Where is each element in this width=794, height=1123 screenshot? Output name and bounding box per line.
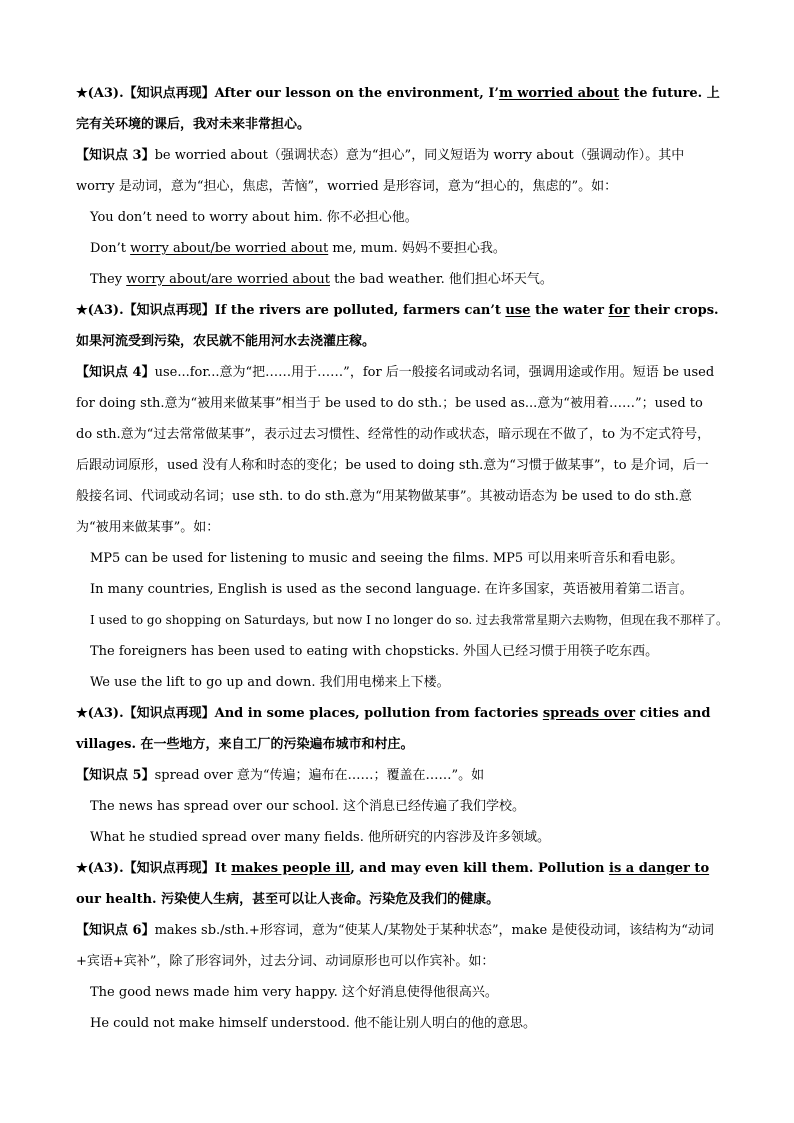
recap-text: ★(A3).【知识点再现】And in some places, pollution from factories	[76, 706, 543, 721]
recap-text: our health. 污染使人生病，甚至可以让人丧命。污染危及我们的健康。	[76, 892, 500, 907]
recap-paragraph	[76, 295, 721, 357]
knowledge-point-text: use...for...意为“把……用于……”，for 后一般接名词或动名词，强调用途或作用。短语 be used for doing sth.意为“被用来做某事”相当于 be used to do sth.；be used as...意为“被用着……”；used to do sth.意为“过去常常做某事”，表示过去习惯性、经常性的动作或状态，暗示现在不做了，to 为不定式符号，后跟动词原形，used 没有人称和时态的变化；be used to doing sth.意为“习惯于做某事”，to 是介词，后一般接名词、代词或动名词；use sth. to do sth.意为“用某物做某事”。其被动语态为 be used to do sth.意为“被用来做某事”。如：	[76, 365, 715, 535]
recap-text: the future. 上完有关环境的课后，我对未来非常担心。	[76, 86, 720, 132]
example-text: The news has spread over our school. 这个消息已经传遍了我们学校。	[90, 799, 526, 814]
example-text: Don’t	[90, 241, 131, 256]
example-sentence	[76, 1008, 721, 1039]
underlined-phrase: is a danger to	[609, 861, 710, 876]
underlined-phrase: makes people ill	[231, 861, 351, 876]
example-sentence	[76, 667, 721, 698]
knowledge-point-label: 【知识点 3】	[76, 148, 155, 163]
example-text: I used to go shopping on Saturdays, but now I no longer do so. 过去我常常星期六去购物，但现在我不那样了。	[90, 613, 729, 627]
recap-text: , and may even kill them. Pollution	[350, 861, 609, 876]
underlined-phrase: worry about/be worried about	[130, 241, 329, 256]
underlined-phrase: worry about/are worried about	[126, 272, 330, 287]
knowledge-point-label: 【知识点 6】	[76, 923, 155, 938]
example-text: The foreigners has been used to eating with chopsticks. 外国人已经习惯于用筷子吃东西。	[90, 644, 659, 659]
knowledge-point	[76, 140, 721, 202]
recap-text: ★(A3).【知识点再现】It	[76, 861, 232, 876]
example-sentence	[76, 233, 721, 264]
recap-paragraph	[76, 853, 721, 915]
example-sentence	[76, 605, 729, 636]
example-sentence	[76, 822, 721, 853]
example-text: In many countries, English is used as the second language. 在许多国家，英语被用着第二语言。	[90, 582, 693, 597]
recap-text: the water	[530, 303, 609, 318]
knowledge-point	[76, 760, 721, 791]
example-text: the bad weather. 他们担心坏天气。	[329, 272, 553, 287]
example-sentence	[76, 574, 721, 605]
example-sentence	[76, 264, 721, 295]
recap-paragraph	[76, 78, 721, 140]
recap-text: their crops. 如果河流受到污染，农民就不能用河水去浇灌庄稼。	[76, 303, 719, 349]
recap-text: ★(A3).【知识点再现】If the rivers are polluted, farmers can’t	[76, 303, 506, 318]
knowledge-point-text: be worried about（强调状态）意为“担心”，同义短语为 worry about（强调动作）。其中 worry 是动词，意为“担心，焦虑，苦恼”，worried 是形容词，意为“担心的，焦虑的”。如：	[76, 148, 685, 194]
knowledge-point-text: makes sb./sth.+形容词，意为“使某人/某物处于某种状态”，make 是使役动词，该结构为“动词+宾语+宾补”，除了形容词外，过去分词、动词原形也可以作宾补。如：	[76, 923, 714, 969]
example-text: We use the lift to go up and down. 我们用电梯来上下楼。	[90, 675, 450, 690]
knowledge-point-text: spread over 意为“传遍；遍布在……；覆盖在……”。如	[154, 768, 485, 783]
example-text: me, mum. 妈妈不要担心我。	[328, 241, 506, 256]
underlined-phrase: for	[608, 303, 630, 318]
example-text: MP5 can be used for listening to music and seeing the films. MP5 可以用来听音乐和看电影。	[90, 551, 684, 566]
example-text: You don’t need to worry about him. 你不必担心他。	[90, 210, 418, 225]
example-text: The good news made him very happy. 这个好消息使得他很高兴。	[90, 985, 498, 1000]
example-sentence	[76, 202, 721, 233]
example-sentence	[76, 543, 721, 574]
knowledge-point-label: 【知识点 4】	[76, 365, 155, 380]
knowledge-point-label: 【知识点 5】	[76, 768, 155, 783]
example-text: They	[90, 272, 127, 287]
example-sentence	[76, 977, 721, 1008]
underlined-phrase: m worried about	[498, 86, 620, 101]
example-sentence	[76, 791, 721, 822]
recap-text: ★(A3).【知识点再现】After our lesson on the environment, I’	[76, 86, 499, 101]
example-sentence	[76, 636, 721, 667]
recap-paragraph	[76, 698, 721, 760]
knowledge-point	[76, 357, 721, 543]
underlined-phrase: spreads over	[542, 706, 636, 721]
document-page	[76, 78, 729, 1039]
recap-text: cities and villages. 在一些地方，来自工厂的污染遍布城市和村庄。	[76, 706, 711, 752]
example-text: He could not make himself understood. 他不能让别人明白的他的意思。	[90, 1016, 537, 1031]
underlined-phrase: use	[505, 303, 531, 318]
knowledge-point	[76, 915, 721, 977]
example-text: What he studied spread over many fields. 他所研究的内容涉及许多领域。	[90, 830, 550, 845]
